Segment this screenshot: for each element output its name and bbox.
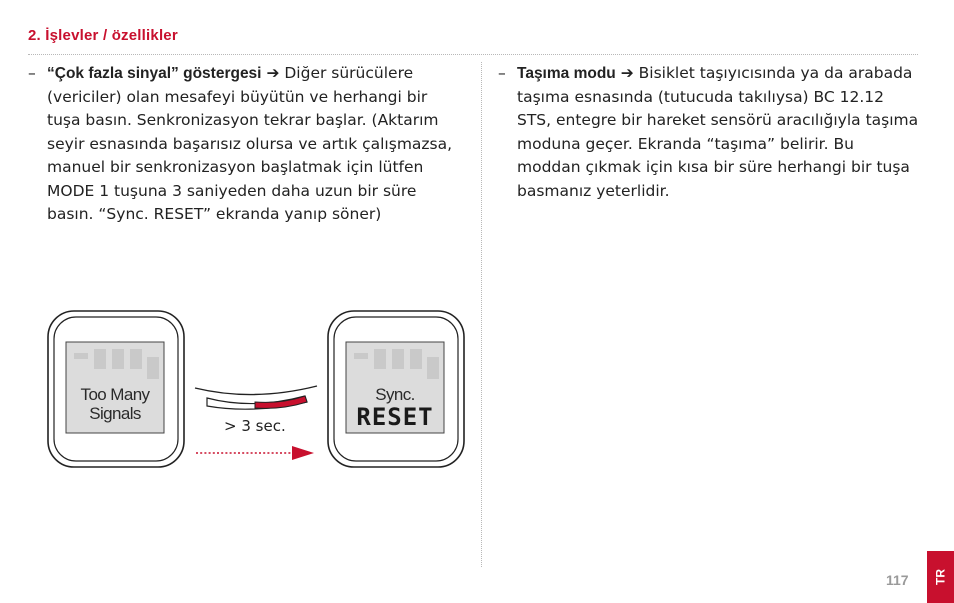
lcd-line-2: Signals — [89, 404, 141, 423]
dotted-arrow — [194, 444, 318, 462]
mode-button-press — [193, 380, 323, 412]
section-title: 2. İşlevler / özellikler — [28, 27, 178, 44]
list-dash: – — [28, 64, 36, 82]
lcd-line-2-large: RESET — [356, 403, 434, 431]
right-paragraph-text: Bisiklet taşıyıcısında ya da arabada taşıma esnasında (tutucuda takılıysa) BC 12.12 STS, entegre bir hareket sensörü aracılığıyla taşıma moduna geçer. Ekranda “taşıma” belirir. Bu moddan çıkmak için kısa bir süre herhangi bir tuşa basmanız yeterlidir. — [517, 64, 919, 200]
term-too-many-signals: “Çok fazla sinyal” göstergesi — [47, 65, 262, 82]
bike-computer-sync-reset — [326, 309, 466, 469]
lcd-line-1: Sync. — [375, 385, 415, 404]
lcd-line-1: Too Many — [80, 385, 150, 404]
left-paragraph — [28, 62, 458, 227]
button-press-icon — [193, 380, 323, 412]
arrow-right-icon: ➔ — [620, 64, 634, 82]
header-divider — [28, 54, 918, 55]
press-duration-label: > 3 sec. — [224, 417, 286, 435]
bike-computer-too-many-signals — [46, 309, 186, 469]
term-transport-mode: Taşıma modu — [517, 65, 616, 82]
language-tab-label: TR — [933, 569, 948, 585]
left-paragraph-text: Diğer sürücülere (vericiler) olan mesafeyi büyütün ve herhangi bir tuşa basın. Senkronizasyon tekrar başlar. (Aktarım seyir esnasında başarısız olursa ve artık çalışmazsa, manuel bir senkronizasyon başlatmak için lütfen MODE 1 tuşuna 3 saniyeden daha uzun bir süre basın. “Sync. RESET” ekranda yanıp söner) — [47, 64, 453, 223]
arrow-right-icon: ➔ — [266, 64, 280, 82]
dotted-arrow-right-icon — [194, 444, 318, 462]
right-paragraph — [498, 62, 920, 203]
column-divider — [481, 62, 482, 567]
page-number: 117 — [886, 572, 909, 588]
list-dash: – — [498, 64, 506, 82]
